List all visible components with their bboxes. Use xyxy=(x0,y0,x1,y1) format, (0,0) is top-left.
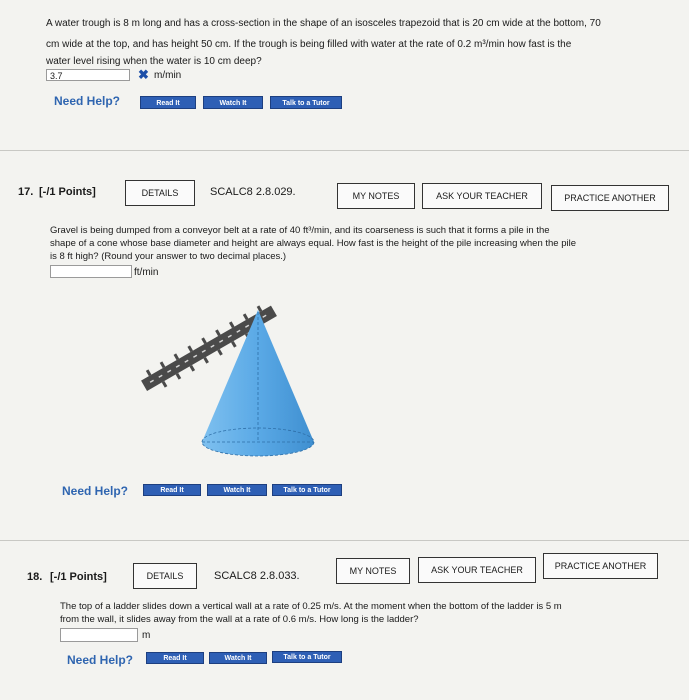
q17-practice-another-button[interactable]: PRACTICE ANOTHER xyxy=(551,185,669,211)
q18-talk-to-tutor-button[interactable]: Talk to a Tutor xyxy=(272,651,342,663)
q18-text-line-1: The top of a ladder slides down a vertical wall at a rate of 0.25 m/s. At the moment when the bottom of the ladder is 5 m xyxy=(60,601,562,612)
q16-answer-field[interactable]: 3.7 xyxy=(46,69,130,81)
q17-number: 17. xyxy=(18,186,34,198)
q17-problem-code: SCALC8 2.8.029. xyxy=(210,186,296,198)
q17-text-line-1: Gravel is being dumped from a conveyor belt at a rate of 40 ft³/min, and its coarseness is such that it forms a pile in the xyxy=(50,225,550,236)
q18-need-help: Need Help? xyxy=(67,653,134,667)
incorrect-x-icon: ✖ xyxy=(138,67,149,82)
q17-watch-it-button[interactable]: Watch It xyxy=(207,484,267,496)
q18-details-button[interactable]: DETAILS xyxy=(133,563,197,589)
q16-text-line-1: A water trough is 8 m long and has a cross-section in the shape of an isosceles trapezoid that is 20 cm wide at the bottom, 70 xyxy=(46,18,601,29)
q18-problem-code: SCALC8 2.8.033. xyxy=(214,570,300,582)
q17-my-notes-button[interactable]: MY NOTES xyxy=(337,183,415,209)
q18-answer-field[interactable] xyxy=(60,628,138,642)
q16-need-help: Need Help? xyxy=(54,94,121,108)
q17-points: [-/1 Points] xyxy=(39,186,96,198)
section-divider xyxy=(0,540,689,541)
q18-points: [-/1 Points] xyxy=(50,571,107,583)
q17-text-line-2: shape of a cone whose base diameter and height are always equal. How fast is the height of the pile increasing when the pile xyxy=(50,238,576,249)
q17-answer-field[interactable] xyxy=(50,265,132,278)
q16-watch-it-button[interactable]: Watch It xyxy=(203,96,263,109)
q18-watch-it-button[interactable]: Watch It xyxy=(209,652,267,664)
q18-ask-teacher-button[interactable]: ASK YOUR TEACHER xyxy=(418,557,536,583)
q18-read-it-button[interactable]: Read It xyxy=(146,652,204,664)
q17-unit: ft/min xyxy=(134,267,159,278)
q16-text-line-2: cm wide at the top, and has height 50 cm. If the trough is being filled with water at the rate of 0.2 m³/min how fast is the xyxy=(46,39,572,50)
q16-text-line-3: water level rising when the water is 10 cm deep? xyxy=(46,56,262,67)
section-divider xyxy=(0,150,689,151)
q18-practice-another-button[interactable]: PRACTICE ANOTHER xyxy=(543,553,658,579)
conveyor-cone-illustration xyxy=(130,290,330,480)
q17-talk-to-tutor-button[interactable]: Talk to a Tutor xyxy=(272,484,342,496)
q18-unit: m xyxy=(142,630,151,641)
q16-read-it-button[interactable]: Read It xyxy=(140,96,196,109)
q18-my-notes-button[interactable]: MY NOTES xyxy=(336,558,410,584)
q18-text-line-2: from the wall, it slides away from the wall at a rate of 0.6 m/s. How long is the ladder? xyxy=(60,614,419,625)
q17-details-button[interactable]: DETAILS xyxy=(125,180,195,206)
q17-text-line-3: is 8 ft high? (Round your answer to two decimal places.) xyxy=(50,251,287,262)
q18-number: 18. xyxy=(27,571,43,583)
q16-talk-to-tutor-button[interactable]: Talk to a Tutor xyxy=(270,96,342,109)
q16-unit: m/min xyxy=(154,70,182,81)
q17-ask-teacher-button[interactable]: ASK YOUR TEACHER xyxy=(422,183,542,209)
q17-read-it-button[interactable]: Read It xyxy=(143,484,201,496)
q17-need-help: Need Help? xyxy=(62,484,129,498)
